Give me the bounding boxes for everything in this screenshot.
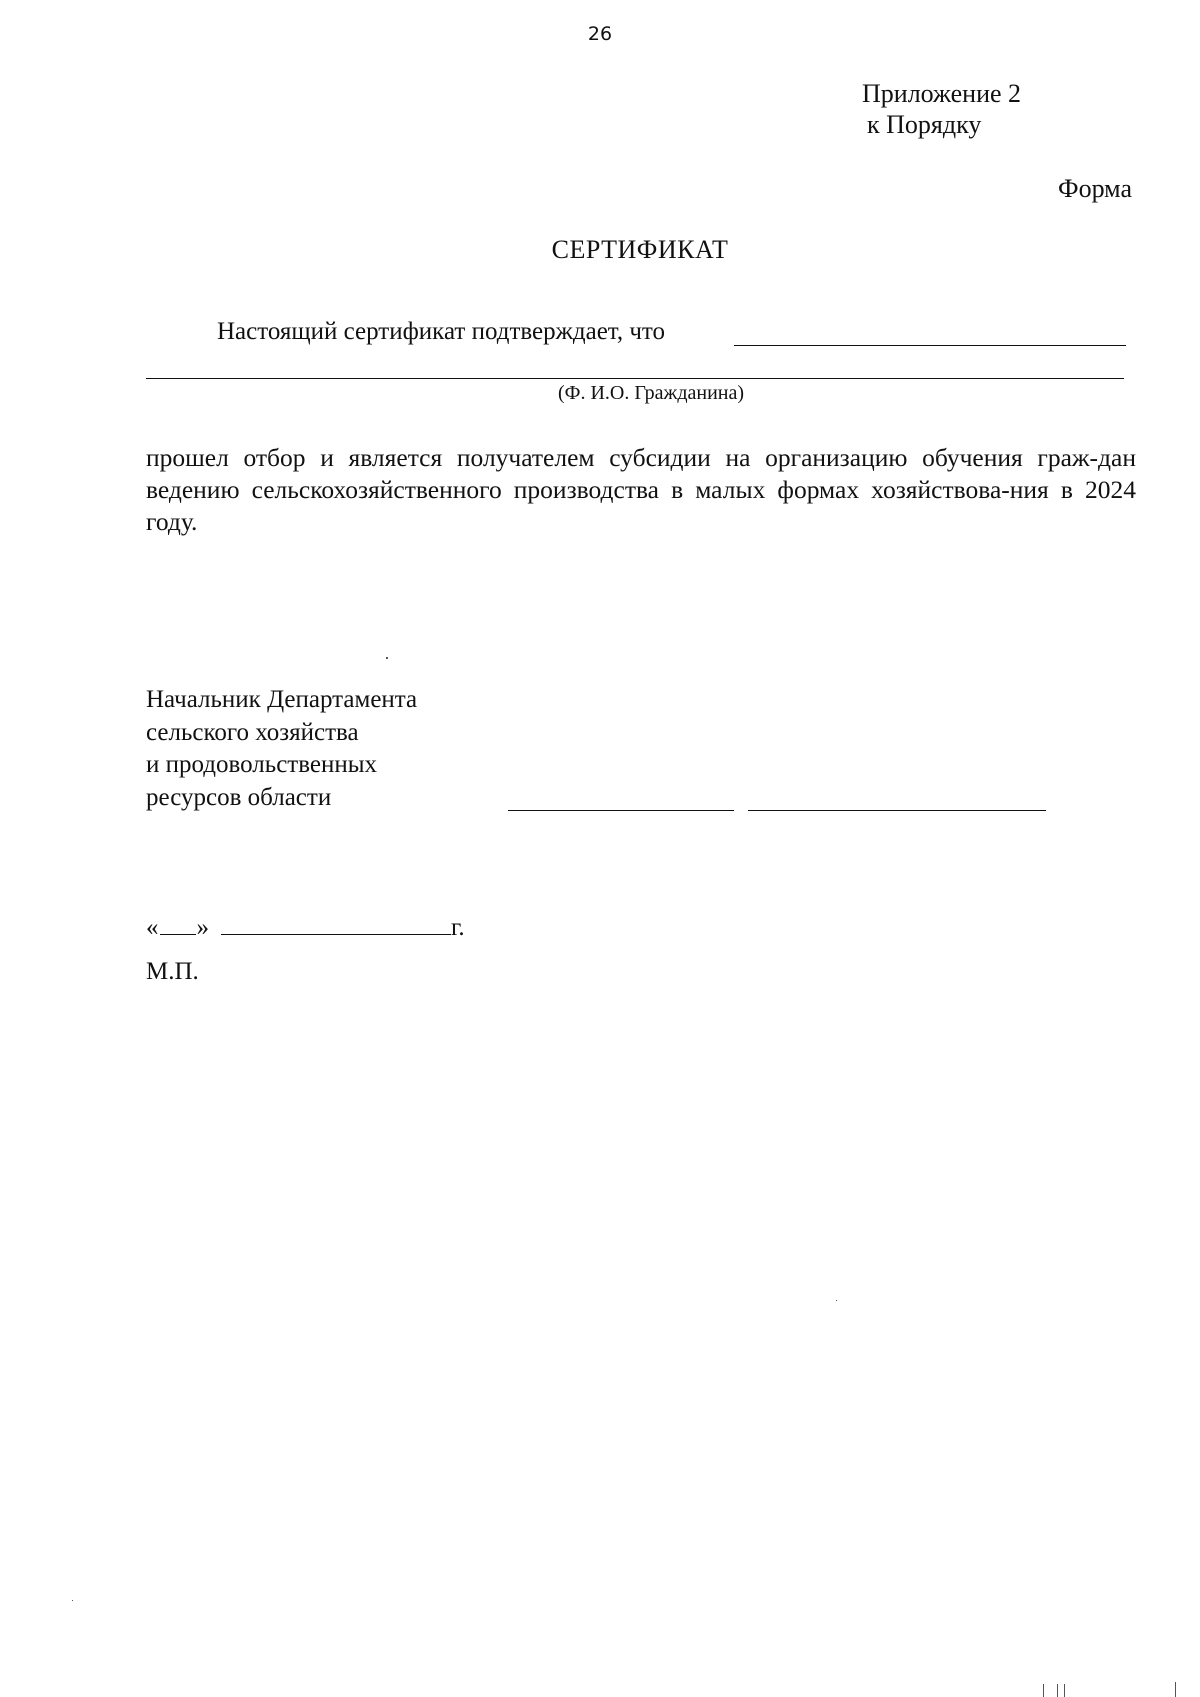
certificate-body-text: прошел отбор и является получателем субсидии на организацию обучения граж-дан ведению сельскохозяйственного производства в малых формах хозяйствова-ния в 2024 году. [146,443,1136,536]
date-close-quote: » [196,914,209,941]
scan-edge-mark [1057,1684,1058,1697]
signer-line-2: сельского хозяйства [146,718,359,746]
date-field [146,912,465,942]
signature-line [508,810,734,811]
recipient-name-line-2 [146,378,1124,379]
form-label: Форма [1058,174,1132,203]
stamp-label: М.П. [146,958,199,985]
scan-edge-mark [1175,1682,1176,1697]
fio-caption: (Ф. И.О. Гражданина) [558,382,745,404]
appendix-line-2: к Порядку [867,110,982,139]
scan-speck [836,1300,837,1301]
scan-edge-mark [1064,1684,1065,1697]
signer-line-4: ресурсов области [146,783,332,811]
signer-name-line [748,810,1046,811]
document-title: СЕРТИФИКАТ [551,235,729,264]
recipient-name-line-1 [734,345,1126,346]
scan-speck [72,1600,73,1601]
appendix-reference [862,78,1021,140]
date-open-quote: « [146,914,159,941]
day-blank [160,912,196,935]
appendix-line-1: Приложение 2 [862,79,1022,108]
page-number: 26 [587,23,613,45]
signer-line-1: Начальник Департамента [146,686,418,713]
scan-speck [386,657,388,659]
signer-line-3: и продовольственных [146,751,378,778]
month-blank [221,912,451,935]
signer-title [146,684,417,814]
scan-edge-mark [1043,1684,1044,1697]
confirm-text: Настоящий сертификат подтверждает, что [217,318,666,345]
year-suffix: г. [451,914,465,941]
